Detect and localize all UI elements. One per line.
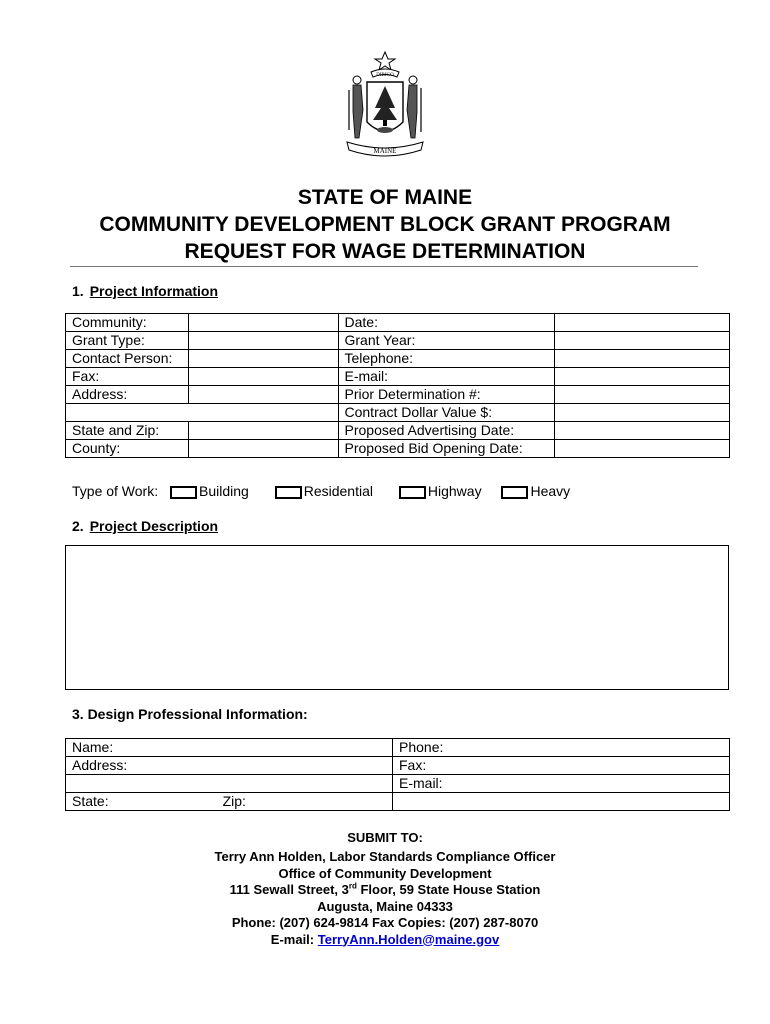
- street-part-1: 111 Sewall Street, 3: [229, 882, 349, 897]
- community-field[interactable]: [189, 314, 338, 332]
- heavy-checkbox[interactable]: [501, 486, 528, 499]
- contract-value-label: Contract Dollar Value $:: [338, 404, 555, 422]
- title-line-1: STATE OF MAINE: [297, 186, 473, 209]
- submit-email-label: E-mail:: [270, 931, 318, 947]
- date-field[interactable]: [555, 314, 730, 332]
- section-2-heading: [72, 518, 218, 534]
- title-line-2: COMMUNITY DEVELOPMENT BLOCK GRANT PROGRAM: [99, 213, 671, 236]
- table-row: [66, 793, 730, 811]
- section-1-title: Project Information: [89, 283, 219, 299]
- heavy-label: Heavy: [530, 483, 571, 499]
- address-line-2-field[interactable]: [66, 404, 339, 422]
- submit-city: Augusta, Maine 04333: [317, 898, 453, 914]
- fax-label: Fax:: [66, 368, 189, 386]
- table-row: [66, 739, 730, 757]
- grant-year-label: Grant Year:: [338, 332, 555, 350]
- state-zip-field[interactable]: [189, 422, 338, 440]
- work-type-heavy[interactable]: [501, 481, 570, 501]
- section-2-title: Project Description: [89, 518, 219, 534]
- building-label: Building: [199, 483, 249, 499]
- project-info-table: [65, 313, 730, 458]
- table-row: [66, 440, 730, 458]
- telephone-field[interactable]: [555, 350, 730, 368]
- grant-year-field[interactable]: [555, 332, 730, 350]
- telephone-label: Telephone:: [338, 350, 555, 368]
- table-row: [66, 332, 730, 350]
- advertising-date-field[interactable]: [555, 422, 730, 440]
- contact-person-label: Contact Person:: [66, 350, 189, 368]
- community-label: Community:: [66, 314, 189, 332]
- submit-phone-fax: Phone: (207) 624-9814 Fax Copies: (207) 287-8070: [231, 915, 539, 930]
- state-zip-label: State and Zip:: [66, 422, 189, 440]
- design-address-line-2-field[interactable]: [66, 775, 393, 793]
- submit-contact-name: Terry Ann Holden, Labor Standards Compliance Officer: [214, 849, 556, 864]
- table-row: [66, 422, 730, 440]
- residential-checkbox[interactable]: [275, 486, 302, 499]
- design-state-zip-field[interactable]: [66, 793, 393, 811]
- date-label: Date:: [338, 314, 555, 332]
- svg-text:MAINE: MAINE: [373, 147, 397, 155]
- residential-label: Residential: [303, 483, 373, 499]
- state-seal-logo: [335, 50, 435, 162]
- grant-type-field[interactable]: [189, 332, 338, 350]
- work-type-label: Type of Work:: [72, 483, 159, 499]
- design-address-field[interactable]: [66, 757, 393, 775]
- design-fax-field[interactable]: [393, 757, 730, 775]
- highway-checkbox[interactable]: [399, 486, 426, 499]
- section-3-heading: 3. Design Professional Information:: [72, 706, 308, 722]
- svg-text:DIRIGO: DIRIGO: [376, 73, 394, 78]
- prior-determination-label: Prior Determination #:: [338, 386, 555, 404]
- work-type-row: [72, 481, 570, 501]
- title-divider: [70, 266, 698, 267]
- advertising-date-label: Proposed Advertising Date:: [338, 422, 555, 440]
- submit-heading: SUBMIT TO:: [347, 830, 423, 845]
- prior-determination-field[interactable]: [555, 386, 730, 404]
- highway-label: Highway: [427, 483, 482, 499]
- table-row: [66, 757, 730, 775]
- bid-opening-date-label: Proposed Bid Opening Date:: [338, 440, 555, 458]
- email-field[interactable]: [555, 368, 730, 386]
- address-field[interactable]: [189, 386, 338, 404]
- submit-email-line: [0, 932, 770, 949]
- submit-office: Office of Community Development: [278, 865, 492, 881]
- design-phone-field[interactable]: [393, 739, 730, 757]
- design-address-label: Address:: [72, 757, 128, 773]
- street-part-2: Floor, 59 State House Station: [356, 882, 541, 897]
- email-label: E-mail:: [338, 368, 555, 386]
- table-row: [66, 350, 730, 368]
- contact-person-field[interactable]: [189, 350, 338, 368]
- county-field[interactable]: [189, 440, 338, 458]
- building-checkbox[interactable]: [170, 486, 197, 499]
- submit-email-link[interactable]: TerryAnn.Holden@maine.gov: [317, 931, 500, 947]
- table-row: [66, 314, 730, 332]
- work-type-residential[interactable]: [275, 481, 373, 501]
- design-email-field[interactable]: [393, 775, 730, 793]
- project-description-textarea[interactable]: [65, 545, 729, 690]
- design-name-field[interactable]: [66, 739, 393, 757]
- address-label: Address:: [66, 386, 189, 404]
- design-phone-label: Phone:: [399, 739, 444, 755]
- table-row: [66, 404, 730, 422]
- table-row: [66, 386, 730, 404]
- table-row: [66, 368, 730, 386]
- section-1-number: 1.: [72, 283, 84, 299]
- design-professional-table: [65, 738, 730, 811]
- design-zip-label: Zip:: [222, 793, 246, 809]
- grant-type-label: Grant Type:: [66, 332, 189, 350]
- section-2-number: 2.: [72, 518, 84, 534]
- work-type-building[interactable]: [170, 481, 249, 501]
- design-fax-label: Fax:: [399, 757, 427, 773]
- design-empty-cell[interactable]: [393, 793, 730, 811]
- work-type-highway[interactable]: [399, 481, 482, 501]
- design-state-label: State:: [72, 793, 109, 809]
- title-line-3: REQUEST FOR WAGE DETERMINATION: [184, 240, 586, 263]
- section-1-heading: [72, 283, 218, 299]
- contract-value-field[interactable]: [555, 404, 730, 422]
- street-ordinal: rd: [348, 881, 357, 891]
- table-row: [66, 775, 730, 793]
- submit-street-address: [0, 882, 770, 899]
- county-label: County:: [66, 440, 189, 458]
- design-email-label: E-mail:: [399, 775, 443, 791]
- fax-field[interactable]: [189, 368, 338, 386]
- design-name-label: Name:: [72, 739, 114, 755]
- bid-opening-date-field[interactable]: [555, 440, 730, 458]
